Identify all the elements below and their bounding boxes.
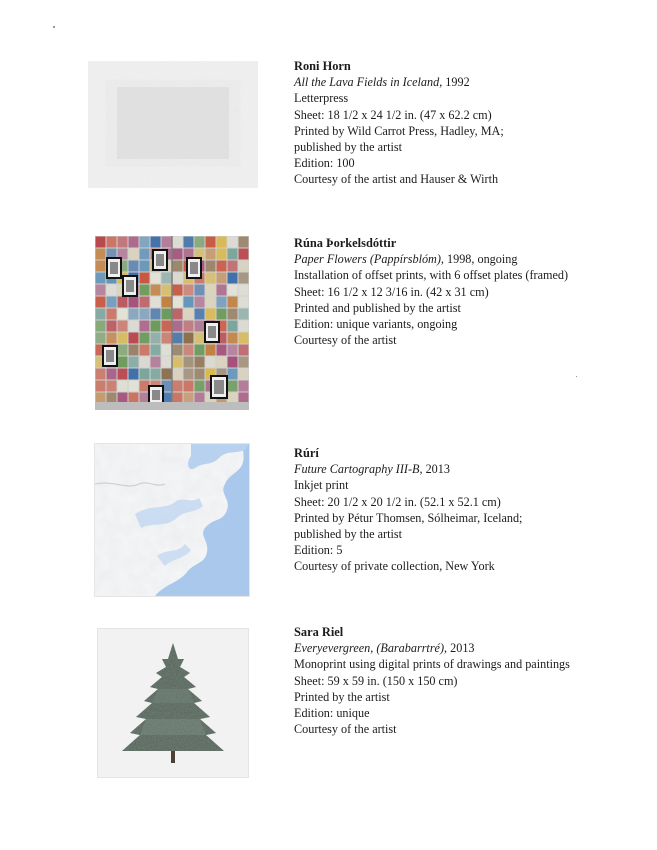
artist-name: Roni Horn: [294, 59, 351, 73]
publisher-line: published by the artist: [294, 527, 402, 542]
artwork-title-line: [294, 251, 634, 267]
printer-line: Printed and published by the artist: [294, 300, 461, 315]
edition-line: Edition: 100: [294, 156, 355, 171]
publisher-line: published by the artist: [294, 140, 402, 155]
courtesy-line: Courtesy of the artist: [294, 722, 397, 737]
artwork-title-line: [294, 640, 634, 656]
printer-line: Printed by Pétur Thomsen, Sólheimar, Iceland;: [294, 510, 523, 525]
artist-name: Rúna Þorkelsdóttir: [294, 236, 397, 250]
artist-name: Sara Riel: [294, 625, 344, 639]
edition-line: Edition: 5: [294, 543, 343, 558]
medium-line: Monoprint using digital prints of drawings and paintings: [294, 657, 570, 672]
artwork-caption: [294, 624, 634, 737]
artwork-caption: [294, 445, 634, 575]
scan-speck: [576, 376, 577, 377]
size-line: Sheet: 16 1/2 x 12 3/16 in. (42 x 31 cm): [294, 284, 489, 299]
artwork-title-line: [294, 461, 634, 477]
artwork-thumbnail-paper-flowers: [95, 236, 249, 410]
artwork-thumbnail-everyevergreen: [97, 628, 249, 778]
size-line: Sheet: 59 x 59 in. (150 x 150 cm): [294, 673, 458, 688]
size-line: Sheet: 20 1/2 x 20 1/2 in. (52.1 x 52.1 cm): [294, 494, 501, 509]
courtesy-line: Courtesy of the artist and Hauser & Wirth: [294, 172, 499, 187]
artwork-caption: [294, 58, 634, 188]
artwork-title: All the Lava Fields in Iceland,: [294, 75, 443, 90]
artwork-caption: [294, 235, 634, 348]
courtesy-line: Courtesy of private collection, New York: [294, 559, 495, 574]
artwork-thumbnail-lava-fields: [88, 61, 258, 188]
lava-fields-image: [88, 61, 258, 188]
medium-line: Inkjet print: [294, 478, 349, 493]
printer-line: Printed by the artist: [294, 689, 390, 704]
future-cartography-map-image: [95, 444, 249, 596]
size-line: Sheet: 18 1/2 x 24 1/2 in. (47 x 62.2 cm): [294, 107, 492, 122]
artwork-thumbnail-future-cartography: [94, 443, 250, 597]
artwork-year: 1992: [442, 75, 470, 90]
artwork-year: 1998, ongoing: [443, 252, 518, 267]
artist-name: Rúrí: [294, 446, 319, 460]
artwork-year: 2013: [447, 641, 475, 656]
medium-line: Letterpress: [294, 91, 349, 106]
printer-line: Printed by Wild Carrot Press, Hadley, MA;: [294, 123, 504, 138]
artwork-title: Future Cartography III-B,: [294, 462, 423, 477]
evergreen-tree-image: [98, 629, 248, 777]
artwork-year: 2013: [422, 462, 450, 477]
courtesy-line: Courtesy of the artist: [294, 333, 397, 348]
medium-line: Installation of offset prints, with 6 offset plates (framed): [294, 268, 569, 283]
scan-speck: [53, 26, 55, 28]
edition-line: Edition: unique: [294, 706, 370, 721]
edition-line: Edition: unique variants, ongoing: [294, 317, 458, 332]
artwork-title: Everyevergreen, (Barabarrtré),: [294, 641, 448, 656]
paper-flowers-installation-image: [95, 236, 249, 410]
artwork-title-line: [294, 74, 634, 90]
artwork-title: Paper Flowers (Pappírsblóm),: [294, 252, 444, 267]
